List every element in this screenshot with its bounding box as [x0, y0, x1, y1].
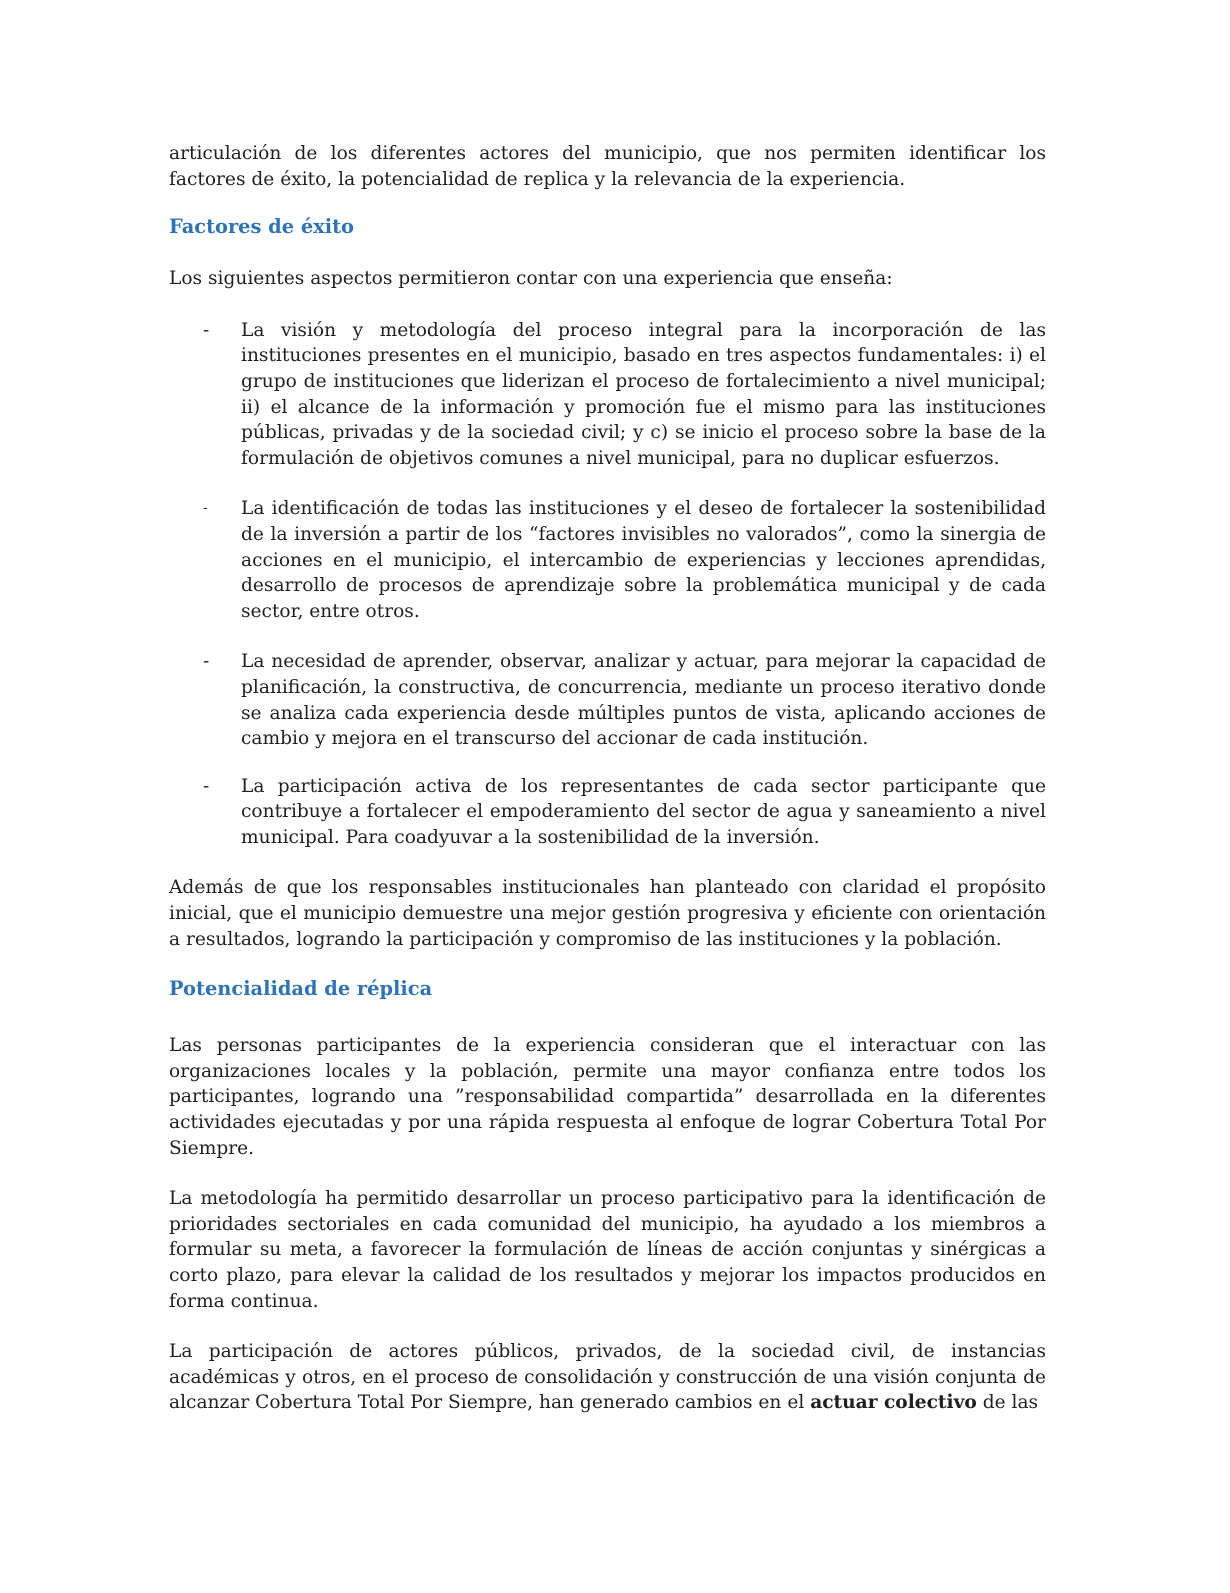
last-paragraph: [169, 1339, 1046, 1416]
closing-paragraph: Además de que los responsables institucionales han planteado con claridad el propósito inicial, que el municipio demuestre una mejor gestión progresiva y eficiente con orientación a resultados, logrando la participación y compromiso de las instituciones y la población.: [169, 877, 1046, 950]
intro-paragraph: articulación de los diferentes actores del municipio, que nos permiten identificar los factores de éxito, la potencialidad de replica y la relevancia de la experiencia.: [169, 143, 1046, 190]
last-paragraph-start: La participación de actores públicos, privados, de la sociedad civil, de instancias académicas y otros, en el proceso de consolidación y construcción de una visión conjunta de alcanzar Cobertura Total Por Siempre, han generado cambios en el: [169, 1341, 1046, 1414]
bullet-dash: -: [203, 319, 210, 341]
body-paragraph: La metodología ha permitido desarrollar un proceso participativo para la identificación de prioridades sectoriales en cada comunidad del municipio, ha ayudado a los miembros a formular su meta, a favorecer la formulación de líneas de acción conjuntas y sinérgicas a corto plazo, para elevar la calidad de los resultados y mejorar los impactos producidos en forma continua.: [169, 1188, 1046, 1312]
list-item: [169, 496, 1046, 624]
list-item: [169, 774, 1046, 851]
list-item-text: La necesidad de aprender, observar, analizar y actuar, para mejorar la capacidad de planificación, la constructiva, de concurrencia, mediante un proceso iterativo donde se analiza cada experiencia desde múltiples puntos de vista, aplicando acciones de cambio y mejora en el transcurso del accionar de cada institución.: [241, 651, 1046, 750]
lead-paragraph: Los siguientes aspectos permitieron contar con una experiencia que enseña:: [169, 268, 893, 290]
last-paragraph-end: de las: [976, 1392, 1039, 1414]
bullet-dash: -: [203, 651, 210, 673]
bullet-list: [169, 318, 1046, 851]
list-item-text: La identificación de todas las instituciones y el deseo de fortalecer la sostenibilidad de la inversión a partir de los “factores invisibles no valorados”, como la sinergia de acciones en el municipio, el intercambio de experiencias y lecciones aprendidas, desarrollo de procesos de aprendizaje sobre la problemática municipal y de cada sector, entre otros.: [241, 498, 1046, 622]
bold-phrase: actuar colectivo: [810, 1392, 977, 1414]
bullet-dash: -: [203, 775, 210, 797]
list-item-text: La visión y metodología del proceso integral para la incorporación de las instituciones presentes en el municipio, basado en tres aspectos fundamentales: i) el grupo de instituciones que liderizan el proceso de fortalecimiento a nivel municipal; ii) el alcance de la información y promoción fue el mismo para las instituciones públicas, privadas y de la sociedad civil; y c) se inicio el proceso sobre la base de la formulación de objetivos comunes a nivel municipal, para no duplicar esfuerzos.: [241, 319, 1046, 469]
bullet-dash: -: [203, 500, 208, 517]
list-item: [169, 649, 1046, 751]
document-page: [169, 141, 1046, 1416]
body-paragraph: Las personas participantes de la experiencia consideran que el interactuar con las organizaciones locales y la población, permite una mayor confianza entre todos los participantes, logrando una ”responsabilidad compartida” desarrollada en la diferentes actividades ejecutadas y por una rápida respuesta al enfoque de lograr Cobertura Total Por Siempre.: [169, 1035, 1046, 1159]
heading-factores-de-exito: Factores de éxito: [169, 215, 354, 239]
heading-potencialidad-de-replica: Potencialidad de réplica: [169, 977, 433, 1001]
list-item-text: La participación activa de los representantes de cada sector participante que contribuye a fortalecer el empoderamiento del sector de agua y saneamiento a nivel municipal. Para coadyuvar a la sostenibilidad de la inversión.: [241, 775, 1046, 848]
list-item: [169, 318, 1046, 472]
